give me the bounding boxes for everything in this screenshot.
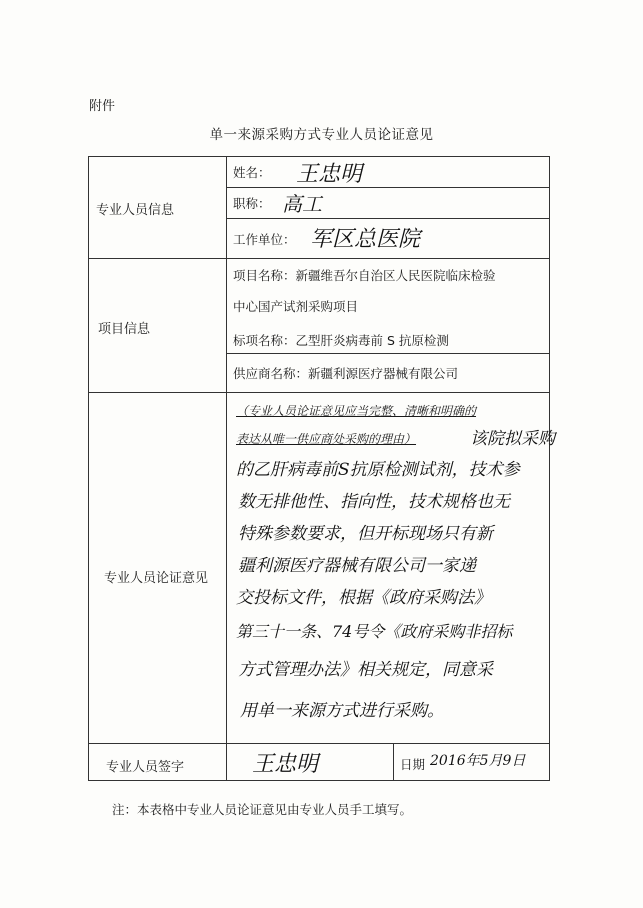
footnote: 注：本表格中专业人员论证意见由专业人员手工填写。 xyxy=(112,802,413,817)
expert-info-label: 专业人员信息 xyxy=(96,203,175,218)
job-title-label: 职称： xyxy=(233,196,271,211)
opinion-handwritten-line: 该院拟采购 xyxy=(470,429,555,449)
name-label: 姓名： xyxy=(233,165,271,180)
date-handwritten: 2016年5月9日 xyxy=(430,753,526,769)
section-divider xyxy=(88,392,550,393)
section-divider xyxy=(88,743,550,744)
row-divider xyxy=(226,353,550,354)
supplier-name: 供应商名称：新疆利源医疗器械有限公司 xyxy=(233,366,459,381)
opinion-hint-line2: 表达从唯一供应商处采购的理由） xyxy=(236,432,417,446)
table-border-bottom xyxy=(88,780,550,781)
date-divider xyxy=(393,743,394,781)
row-divider xyxy=(226,218,550,219)
opinion-hint-line1: （专业人员论证意见应当完整、清晰和明确的 xyxy=(236,404,477,418)
row-divider xyxy=(226,187,550,188)
signature-label: 专业人员签字 xyxy=(106,760,185,775)
opinion-handwritten-line: 疆利源医疗器械有限公司一家递 xyxy=(238,556,476,576)
job-title-handwritten: 高工 xyxy=(282,192,322,216)
column-divider xyxy=(226,156,227,781)
table-border-right xyxy=(549,156,550,781)
employer-label: 工作单位： xyxy=(233,232,296,247)
date-label: 日期 xyxy=(400,757,426,772)
opinion-handwritten-line: 交投标文件，根据《政府采购法》 xyxy=(236,588,491,608)
document-title: 单一来源采购方式专业人员论证意见 xyxy=(209,127,434,143)
lot-name: 标项名称：乙型肝炎病毒前 S 抗原检测 xyxy=(233,333,449,348)
project-name-line2: 中心国产试剂采购项目 xyxy=(233,299,359,314)
opinion-handwritten-line: 特殊参数要求，但开标现场只有新 xyxy=(238,524,493,544)
employer-handwritten: 军区总医院 xyxy=(310,227,421,252)
name-handwritten: 王忠明 xyxy=(296,162,363,187)
signature-handwritten: 王忠明 xyxy=(252,752,319,777)
opinion-handwritten-line: 用单一来源方式进行采购。 xyxy=(240,701,444,721)
opinion-handwritten-line: 方式管理办法》相关规定，同意采 xyxy=(238,660,493,680)
project-name-line1: 项目名称：新疆维吾尔自治区人民医院临床检验 xyxy=(233,268,496,283)
project-info-label: 项目信息 xyxy=(98,322,151,337)
opinion-handwritten-line: 第三十一条、74号令《政府采购非招标 xyxy=(236,622,513,641)
section-divider xyxy=(88,258,550,259)
table-border-left xyxy=(88,156,89,781)
opinion-handwritten-line: 数无排他性、指向性，技术规格也无 xyxy=(238,492,510,512)
opinion-label: 专业人员论证意见 xyxy=(104,571,209,586)
opinion-handwritten-line: 的乙肝病毒前S抗原检测试剂，技术参 xyxy=(236,460,520,480)
attachment-label: 附件 xyxy=(89,99,116,114)
